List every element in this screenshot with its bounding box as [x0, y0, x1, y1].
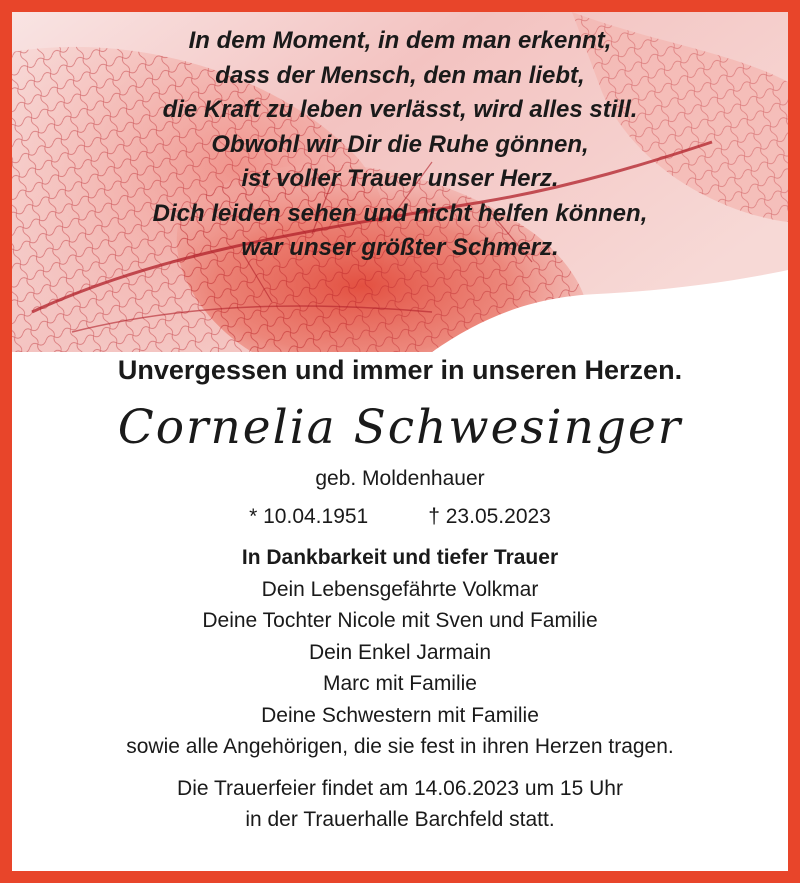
poem-line: Obwohl wir Dir die Ruhe gönnen, — [211, 130, 589, 158]
birth-date: * 10.04.1951 — [249, 505, 369, 528]
service-line: in der Trauerhalle Barchfeld statt. — [245, 808, 555, 831]
poem-line: In dem Moment, in dem man erkennt, — [188, 27, 612, 54]
obituary-body — [12, 352, 788, 836]
mourners — [12, 542, 788, 763]
death-date: † 23.05.2023 — [428, 505, 551, 528]
deceased-name: Cornelia Schwesinger — [117, 400, 683, 455]
mourner-line: Marc mit Familie — [322, 672, 477, 695]
poem-line: dass der Mensch, den man liebt, — [215, 61, 585, 89]
mourner-line: Dein Lebensgefährte Volkmar — [261, 577, 539, 601]
mourner-line: Deine Schwestern mit Familie — [261, 703, 539, 727]
life-dates — [12, 502, 788, 532]
mourner-line: sowie alle Angehörigen, die sie fest in ihren Herzen tragen. — [126, 735, 674, 758]
poem — [12, 24, 788, 266]
mourner-line: Deine Tochter Nicole mit Sven und Familie — [202, 609, 598, 632]
mourners-lead: In Dankbarkeit und tiefer Trauer — [241, 546, 559, 569]
tagline: Unvergessen und immer in unseren Herzen. — [117, 355, 683, 385]
service-line: Die Trauerfeier findet am 14.06.2023 um 15 Uhr — [177, 776, 623, 800]
hero-image — [12, 12, 788, 352]
born-name: geb. Moldenhauer — [315, 467, 485, 490]
poem-line: Dich leiden sehen und nicht helfen können, — [152, 199, 648, 227]
poem-line: war unser größter Schmerz. — [241, 234, 559, 261]
poem-line: ist voller Trauer unser Herz. — [241, 165, 559, 192]
poem-line: die Kraft zu leben verlässt, wird alles still. — [162, 96, 638, 123]
funeral-service — [12, 773, 788, 836]
mourner-line: Dein Enkel Jarmain — [308, 640, 492, 664]
